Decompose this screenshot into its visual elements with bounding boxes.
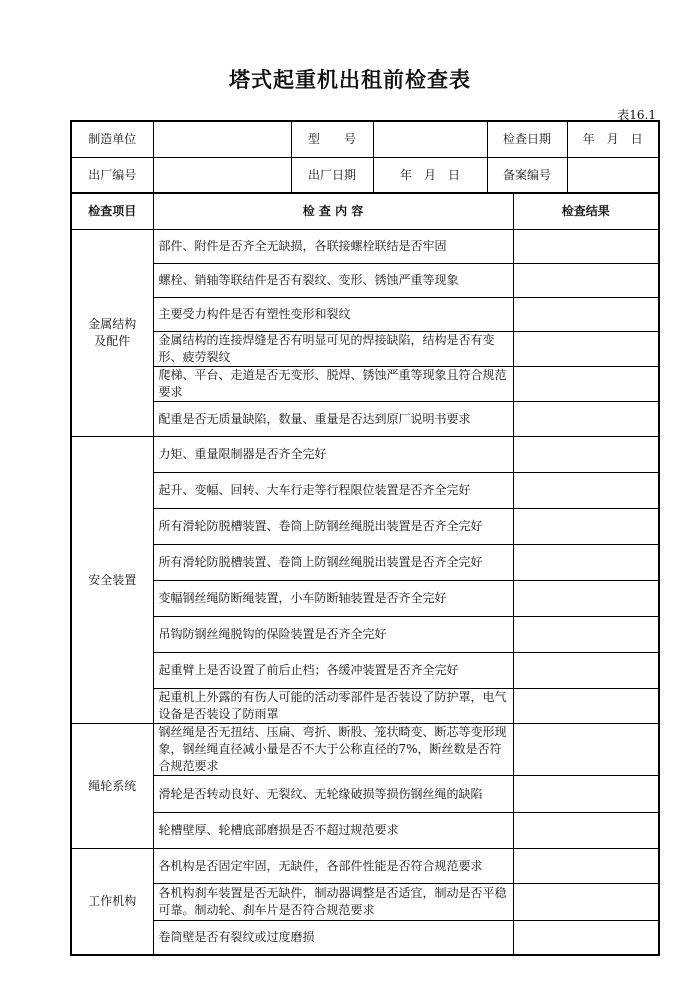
factory-date-field[interactable]: 年 月 日 — [373, 157, 487, 193]
table-row — [71, 689, 659, 724]
table-row — [71, 332, 659, 367]
table-row — [71, 813, 659, 849]
table-row — [71, 545, 659, 581]
column-header-result: 检查结果 — [513, 193, 659, 230]
group-name: 金属结构 及配件 — [71, 230, 153, 437]
serial-field[interactable] — [153, 157, 291, 193]
manufacturer-field[interactable] — [153, 121, 291, 157]
check-content: 配重是否无质量缺陷，数量、重量是否达到原厂说明书要求 — [153, 402, 513, 437]
group-name: 工作机构 — [71, 849, 153, 955]
check-result-cell[interactable] — [513, 437, 659, 473]
check-content: 起重臂上是否设置了前后止档；各缓冲装置是否齐全完好 — [153, 653, 513, 689]
record-label: 备案编号 — [487, 157, 567, 193]
check-content: 各机构是否固定牢固，无缺件，各部件性能是否符合规范要求 — [153, 849, 513, 884]
check-result-cell[interactable] — [513, 776, 659, 813]
table-row — [71, 776, 659, 813]
check-result-cell[interactable] — [513, 581, 659, 617]
table-row — [71, 509, 659, 545]
check-content: 变幅钢丝绳防断绳装置，小车防断轴装置是否齐全完好 — [153, 581, 513, 617]
check-content: 起升、变幅、回转、大车行走等行程限位装置是否齐全完好 — [153, 473, 513, 509]
check-content: 滑轮是否转动良好、无裂纹、无轮缘破损等损伤钢丝绳的缺陷 — [153, 776, 513, 813]
check-result-cell[interactable] — [513, 653, 659, 689]
check-content: 钢丝绳是否无扭结、压扁、弯折、断股、笼状畸变、断芯等变形现象，钢丝绳直径减小量是否不大于公称直径的7%，断丝数是否符合规范要求 — [153, 724, 513, 776]
check-result-cell[interactable] — [513, 813, 659, 849]
check-result-cell[interactable] — [513, 921, 659, 955]
check-content: 卷筒壁是否有裂纹或过度磨损 — [153, 921, 513, 955]
check-content: 螺栓、销轴等联结件是否有裂纹、变形、锈蚀严重等现象 — [153, 264, 513, 298]
check-result-cell[interactable] — [513, 884, 659, 921]
serial-label: 出厂编号 — [71, 157, 153, 193]
check-result-cell[interactable] — [513, 298, 659, 332]
check-content: 爬梯、平台、走道是否无变形、脱焊、锈蚀严重等现象且符合规范要求 — [153, 367, 513, 402]
record-field[interactable] — [567, 157, 659, 193]
inspection-table — [70, 192, 660, 956]
check-content: 金属结构的连接焊缝是否有明显可见的焊接缺陷，结构是否有变形、疲劳裂纹 — [153, 332, 513, 367]
check-content: 轮槽壁厚、轮槽底部磨损是否不超过规范要求 — [153, 813, 513, 849]
check-content: 力矩、重量限制器是否齐全完好 — [153, 437, 513, 473]
check-result-cell[interactable] — [513, 264, 659, 298]
check-result-cell[interactable] — [513, 332, 659, 367]
check-content: 主要受力构件是否有塑性变形和裂纹 — [153, 298, 513, 332]
inspect-date-label: 检查日期 — [487, 121, 567, 157]
manufacturer-label: 制造单位 — [71, 121, 153, 157]
table-row — [71, 298, 659, 332]
check-result-cell[interactable] — [513, 473, 659, 509]
model-label: 型 号 — [291, 121, 373, 157]
group-name: 安全装置 — [71, 437, 153, 724]
table-row — [71, 437, 659, 473]
check-content: 所有滑轮防脱槽装置、卷筒上防钢丝绳脱出装置是否齐全完好 — [153, 545, 513, 581]
check-content: 起重机上外露的有伤人可能的活动零部件是否装设了防护罩，电气设备是否装设了防雨罩 — [153, 689, 513, 724]
table-row — [71, 653, 659, 689]
check-result-cell[interactable] — [513, 617, 659, 653]
table-row — [71, 849, 659, 884]
table-row — [71, 402, 659, 437]
check-result-cell[interactable] — [513, 367, 659, 402]
column-header-item: 检查项目 — [71, 193, 153, 230]
check-result-cell[interactable] — [513, 689, 659, 724]
page-title: 塔式起重机出租前检查表 — [229, 68, 471, 92]
check-content: 部件、附件是否齐全无缺损，各联接螺栓联结是否牢固 — [153, 230, 513, 264]
check-result-cell[interactable] — [513, 849, 659, 884]
check-content: 所有滑轮防脱槽装置、卷筒上防钢丝绳脱出装置是否齐全完好 — [153, 509, 513, 545]
check-result-cell[interactable] — [513, 230, 659, 264]
table-row — [71, 581, 659, 617]
factory-date-label: 出厂日期 — [291, 157, 373, 193]
model-field[interactable] — [373, 121, 487, 157]
check-result-cell[interactable] — [513, 402, 659, 437]
table-row — [71, 230, 659, 264]
check-result-cell[interactable] — [513, 509, 659, 545]
table-row — [71, 921, 659, 955]
table-number: 表16.1 — [617, 108, 656, 122]
table-row — [71, 473, 659, 509]
table-row — [71, 724, 659, 776]
table-row — [71, 617, 659, 653]
table-row — [71, 264, 659, 298]
group-name: 绳轮系统 — [71, 724, 153, 849]
header-table — [70, 120, 660, 194]
inspect-date-field[interactable]: 年 月 日 — [567, 121, 659, 157]
check-result-cell[interactable] — [513, 545, 659, 581]
check-content: 吊钩防钢丝绳脱钩的保险装置是否齐全完好 — [153, 617, 513, 653]
check-content: 各机构刹车装置是否无缺件，制动器调整是否适宜，制动是否平稳可靠。制动轮、刹车片是否符合规范要求 — [153, 884, 513, 921]
table-row — [71, 884, 659, 921]
table-row — [71, 367, 659, 402]
column-header-content: 检 查 内 容 — [153, 193, 513, 230]
check-result-cell[interactable] — [513, 724, 659, 776]
